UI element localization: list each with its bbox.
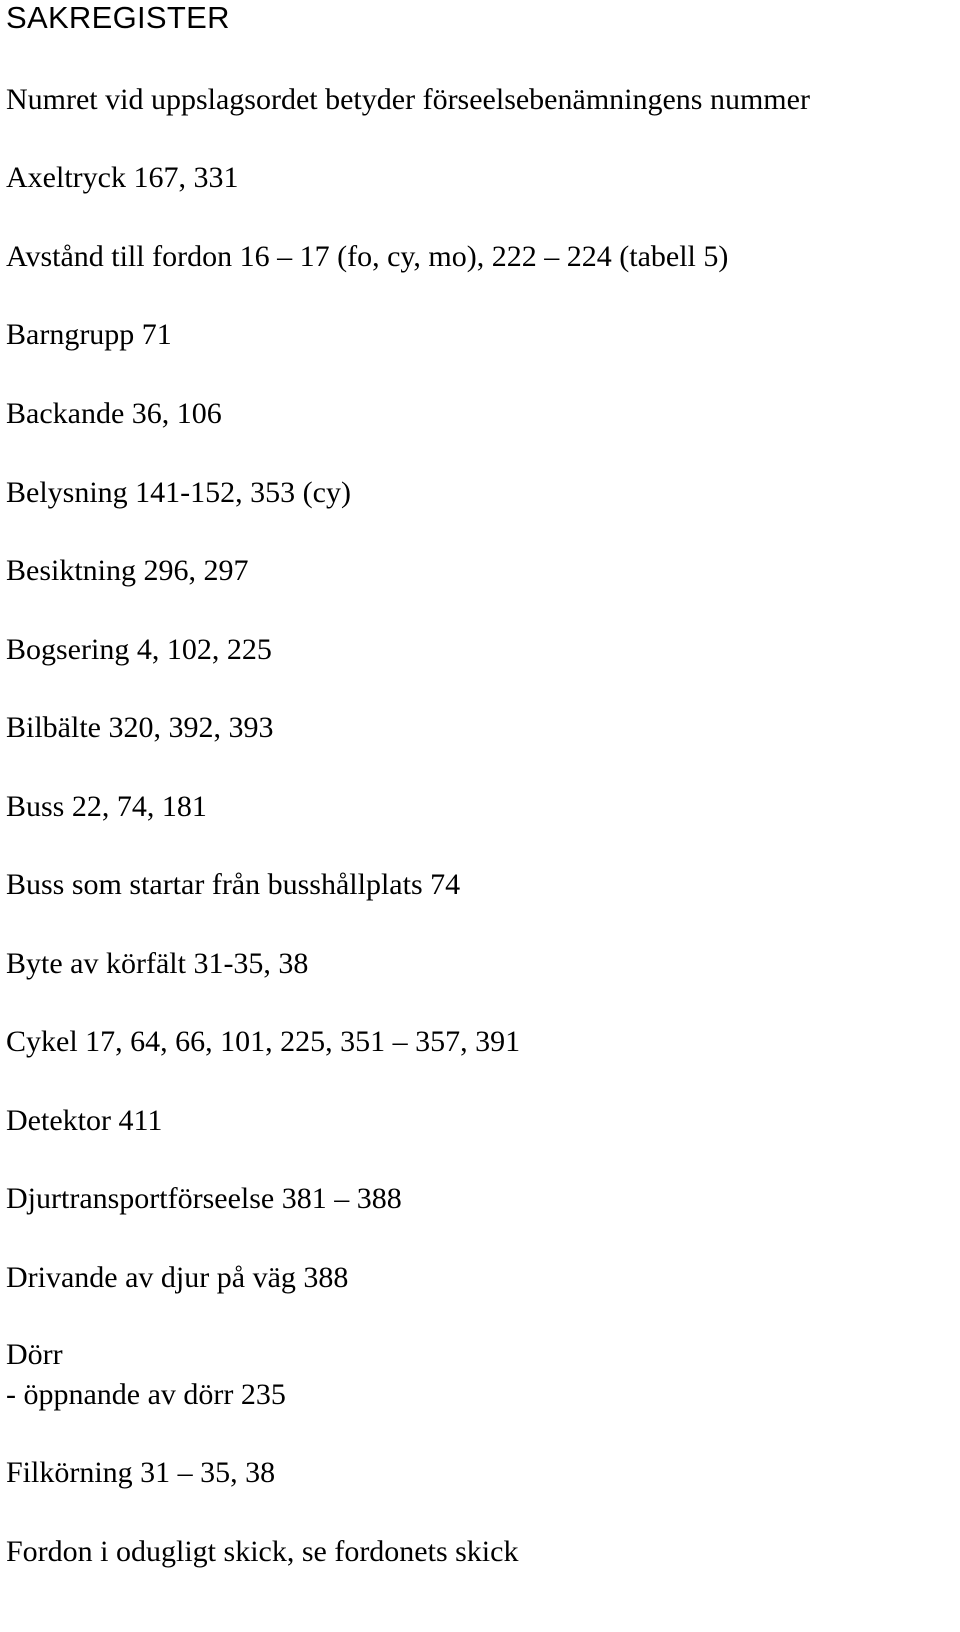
index-entry-filkorning: Filkörning 31 – 35, 38 [6, 1456, 276, 1489]
index-entry-fordon-i-odugligt-skick: Fordon i odugligt skick, se fordonets skick [6, 1535, 519, 1568]
index-subentry-oppnande-av-dorr: - öppnande av dörr 235 [6, 1378, 286, 1411]
index-entry-avstand-till-fordon: Avstånd till fordon 16 – 17 (fo, cy, mo), 222 – 224 (tabell 5) [6, 240, 729, 273]
index-entry-cykel: Cykel 17, 64, 66, 101, 225, 351 – 357, 391 [6, 1025, 521, 1058]
index-entry-backande: Backande 36, 106 [6, 397, 222, 430]
index-entry-buss-som-startar: Buss som startar från busshållplats 74 [6, 868, 461, 901]
index-entry-barngrupp: Barngrupp 71 [6, 318, 172, 351]
index-entry-bilbalte: Bilbälte 320, 392, 393 [6, 711, 274, 744]
index-entry-drivande-av-djur: Drivande av djur på väg 388 [6, 1261, 349, 1294]
index-entry-bogsering: Bogsering 4, 102, 225 [6, 633, 272, 666]
index-entry-byte-av-korfalt: Byte av körfält 31-35, 38 [6, 947, 309, 980]
index-entry-belysning: Belysning 141-152, 353 (cy) [6, 476, 351, 509]
index-entry-axeltryck: Axeltryck 167, 331 [6, 161, 239, 194]
index-entry-detektor: Detektor 411 [6, 1104, 163, 1137]
index-entry-djurtransportforseelse: Djurtransportförseelse 381 – 388 [6, 1182, 402, 1215]
index-entry-dorr: Dörr [6, 1338, 63, 1371]
index-subtitle: Numret vid uppslagsordet betyder förseelsebenämningens nummer [6, 83, 810, 116]
index-entry-besiktning: Besiktning 296, 297 [6, 554, 249, 587]
index-entry-buss: Buss 22, 74, 181 [6, 790, 207, 823]
page-heading: SAKREGISTER [6, 0, 230, 35]
